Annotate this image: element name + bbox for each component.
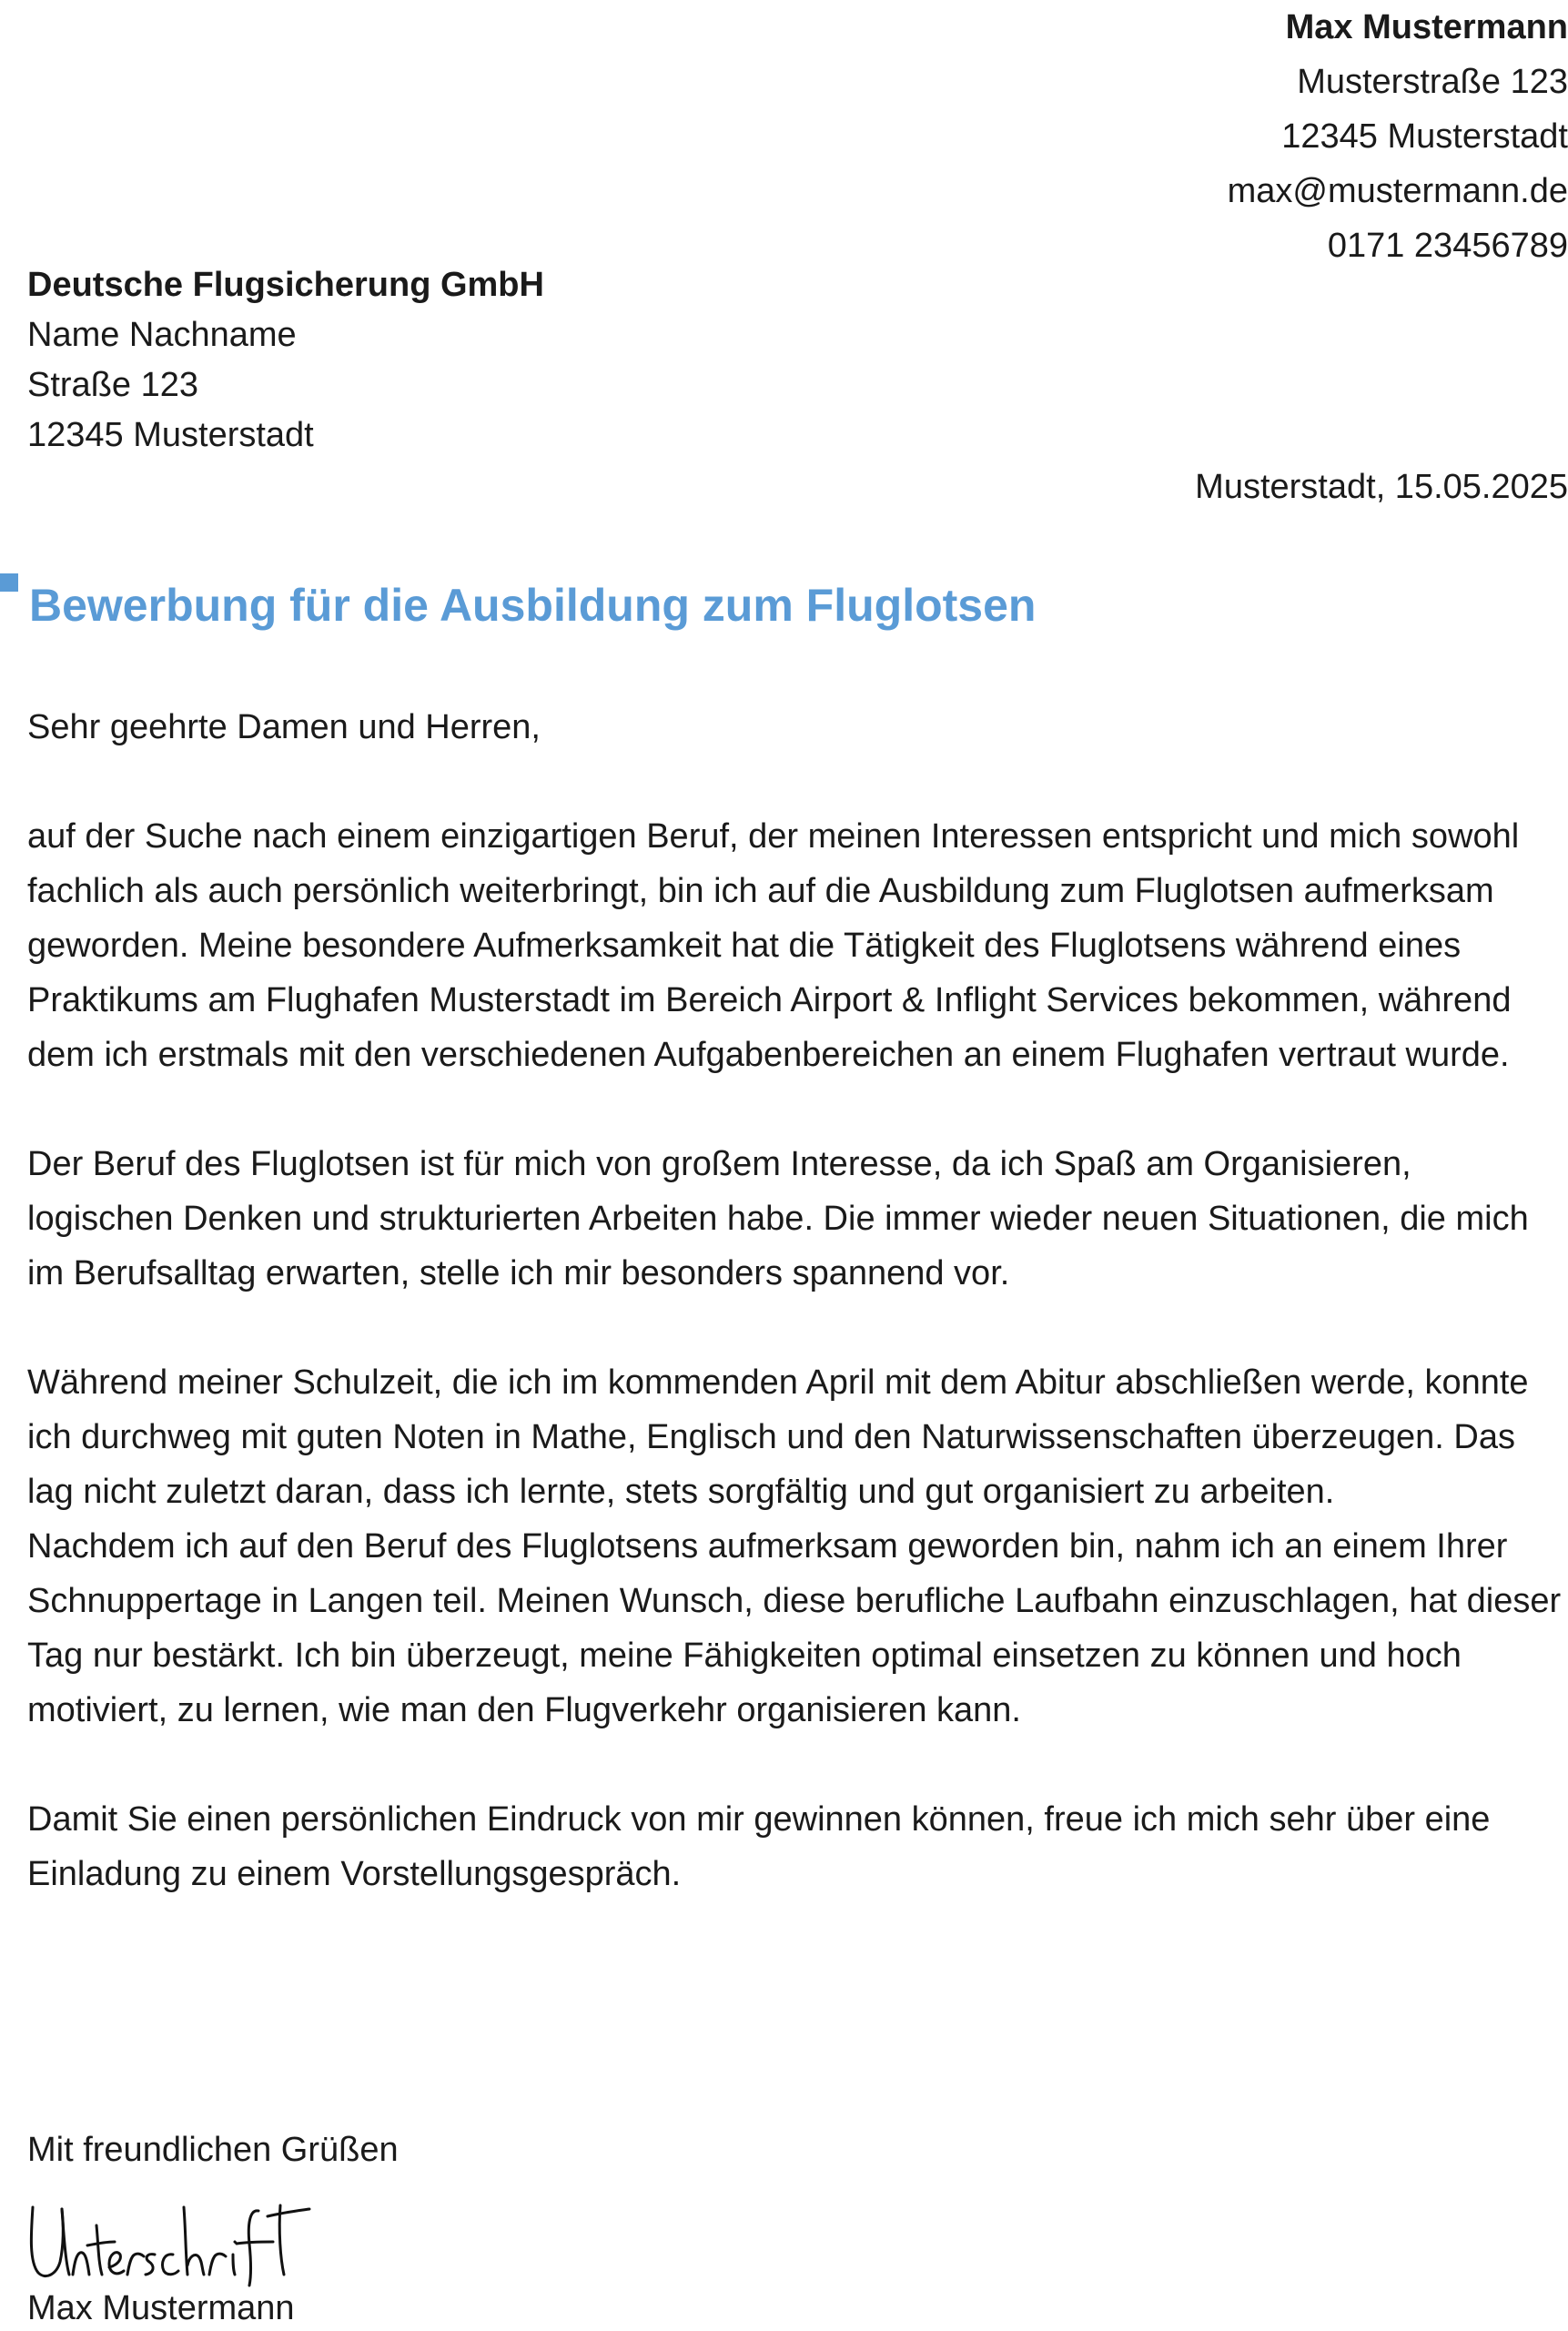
body-paragraph-1: auf der Suche nach einem einzigartigen Beruf, der meinen Interessen entspricht und mich sowohl fachlich als auch persönlich weiterbringt, bin ich auf die Ausbildung zum Fluglotsen aufmerksam geworden. Meine besondere Aufmerksamkeit hat die Tätigkeit des Fluglotsens während eines Praktikums am Flughafen Musterstadt im Bereich Airport & Inflight Services bekommen, während dem ich erstmals mit den verschiedenen Aufgabenbereichen an einem Flughafen vertraut wurde. xyxy=(27,817,1520,1074)
handwritten-signature xyxy=(25,2189,317,2289)
sender-name: Max Mustermann xyxy=(1285,8,1568,46)
signer-name: Max Mustermann xyxy=(27,2289,295,2327)
recipient-street: Straße 123 xyxy=(27,366,198,404)
recipient-address-block xyxy=(27,260,846,461)
recipient-company: Deutsche Flugsicherung GmbH xyxy=(27,266,544,304)
letter-date: Musterstadt, 15.05.2025 xyxy=(1195,468,1568,506)
body-paragraph-2: Der Beruf des Fluglotsen ist für mich von großem Interesse, da ich Spaß am Organisieren, logischen Denken und strukturierten Arbeiten habe. Die immer wieder neuen Situationen, die mich im Berufsalltag erwarten, stelle ich mir besonders spannend vor. xyxy=(27,1145,1529,1292)
sender-address-block xyxy=(749,0,1568,273)
sender-phone: 0171 23456789 xyxy=(1327,227,1568,265)
closing-phrase: Mit freundlichen Grüßen xyxy=(27,2131,399,2169)
sender-city: 12345 Musterstadt xyxy=(1281,117,1568,156)
recipient-contact: Name Nachname xyxy=(27,316,297,354)
recipient-city: 12345 Musterstadt xyxy=(27,416,314,454)
sender-street: Musterstraße 123 xyxy=(1297,63,1568,101)
heading-marker xyxy=(0,573,18,592)
body-paragraph-4: Nachdem ich auf den Beruf des Fluglotsens aufmerksam geworden bin, nahm ich an einem Ihrer Schnuppertage in Langen teil. Meinen Wunsch, diese berufliche Laufbahn einzuschlagen, hat dieser Tag nur bestärkt. Ich bin überzeugt, meine Fähigkeiten optimal einsetzen zu können und hoch motiviert, zu lernen, wie man den Flugverkehr organisieren kann. xyxy=(27,1527,1562,1729)
body-paragraph-3: Während meiner Schulzeit, die ich im kommenden April mit dem Abitur abschließen werde, konnte ich durchweg mit guten Noten in Mathe, Englisch und den Naturwissenschaften überzeugen. Das lag nicht zuletzt daran, dass ich lernte, stets sorgfältig und gut organisiert zu arbeiten. xyxy=(27,1363,1529,1511)
letter-subject: Bewerbung für die Ausbildung zum Fluglotsen xyxy=(29,580,1037,631)
body-paragraph-5: Damit Sie einen persönlichen Eindruck von mir gewinnen können, freue ich mich sehr über eine Einladung zu einem Vorstellungsgespräch. xyxy=(27,1800,1491,1893)
letter-body xyxy=(27,700,1565,1956)
salutation: Sehr geehrte Damen und Herren, xyxy=(27,708,541,746)
sender-email: max@mustermann.de xyxy=(1227,172,1568,210)
